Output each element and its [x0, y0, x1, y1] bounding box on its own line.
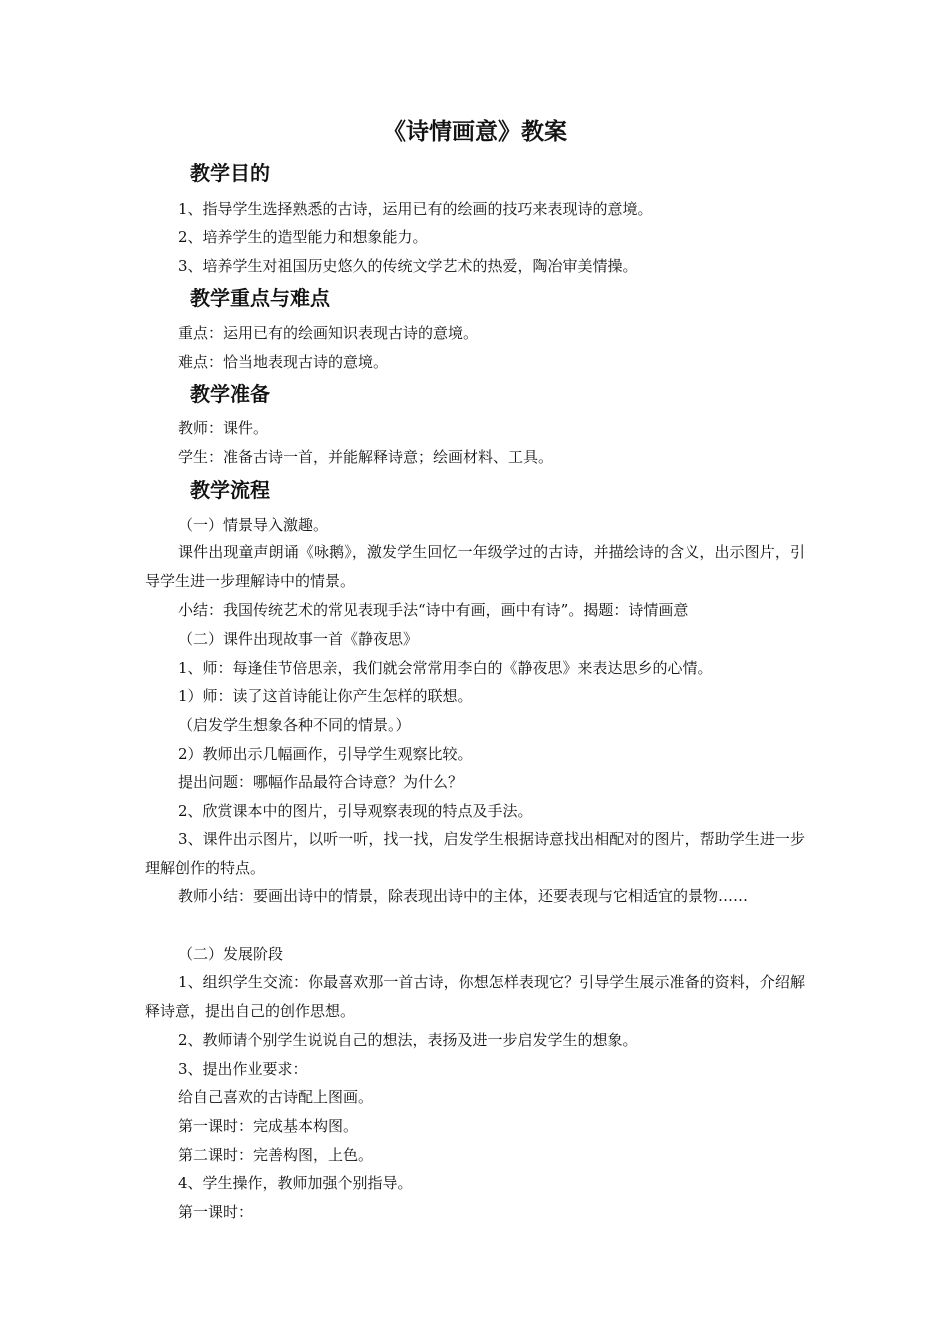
process-paragraph: 3、课件出示图片，以听一听，找一找，启发学生根据诗意找出相配对的图片，帮助学生进一步理解创作的特点。 [145, 830, 805, 877]
process-line: （一）情景导入激趣。 [178, 516, 329, 534]
process-line: （启发学生想象各种不同的情景。） [178, 716, 411, 734]
difficulty-item: 难点：恰当地表现古诗的意境。 [178, 353, 389, 371]
process-line: （二）课件出现故事一首《静夜思》 [178, 630, 419, 648]
goal-item-2: 2、培养学生的造型能力和想象能力。 [178, 228, 428, 246]
process-line: 小结：我国传统艺术的常见表现手法“诗中有画，画中有诗”。揭题：诗情画意 [178, 601, 689, 619]
process-line: 2、教师请个别学生说说自己的想法，表扬及进一步启发学生的想象。 [178, 1031, 638, 1049]
process-line: 2）教师出示几幅画作，引导学生观察比较。 [178, 745, 473, 763]
process-line: 1、师：每逢佳节倍思亲，我们就会常常用李白的《静夜思》来表达思乡的心情。 [178, 659, 713, 677]
process-line: 2、欣赏课本中的图片，引导观察表现的特点及手法。 [178, 802, 533, 820]
prep-student: 学生：准备古诗一首，并能解释诗意；绘画材料、工具。 [178, 448, 554, 466]
process-line: 3、提出作业要求： [178, 1060, 308, 1078]
process-line: 提出问题：哪幅作品最符合诗意？为什么？ [178, 773, 464, 791]
goal-item-1: 1、指导学生选择熟悉的古诗，运用已有的绘画的技巧来表现诗的意境。 [178, 200, 653, 218]
process-line: （二）发展阶段 [178, 945, 284, 963]
process-line: 4、学生操作，教师加强个别指导。 [178, 1174, 413, 1192]
process-line: 给自己喜欢的古诗配上图画。 [178, 1088, 374, 1106]
page-title: 《诗情画意》教案 [383, 119, 567, 145]
process-line: 第一课时： [178, 1203, 254, 1221]
prep-teacher: 教师：课件。 [178, 419, 269, 437]
process-line: 第一课时：完成基本构图。 [178, 1117, 359, 1135]
heading-process: 教学流程 [190, 478, 270, 502]
goal-item-3: 3、培养学生对祖国历史悠久的传统文学艺术的热爱，陶冶审美情操。 [178, 257, 638, 275]
process-paragraph: 课件出现童声朗诵《咏鹅》，激发学生回忆一年级学过的古诗，并描绘诗的含义，出示图片，引导学生进一步理解诗中的情景。 [145, 543, 805, 590]
process-paragraph: 1、组织学生交流：你最喜欢那一首古诗，你想怎样表现它？引导学生展示准备的资料，介绍解释诗意，提出自己的创作思想。 [145, 973, 805, 1020]
process-line: 第二课时：完善构图，上色。 [178, 1146, 374, 1164]
heading-key-points: 教学重点与难点 [190, 286, 330, 310]
process-paragraph: 教师小结：要画出诗中的情景，除表现出诗中的主体，还要表现与它相适宜的景物…… [178, 887, 749, 905]
heading-preparation: 教学准备 [190, 382, 270, 406]
heading-goals: 教学目的 [190, 161, 270, 185]
key-point-item: 重点：运用已有的绘画知识表现古诗的意境。 [178, 324, 479, 342]
process-line: 1）师：读了这首诗能让你产生怎样的联想。 [178, 687, 473, 705]
